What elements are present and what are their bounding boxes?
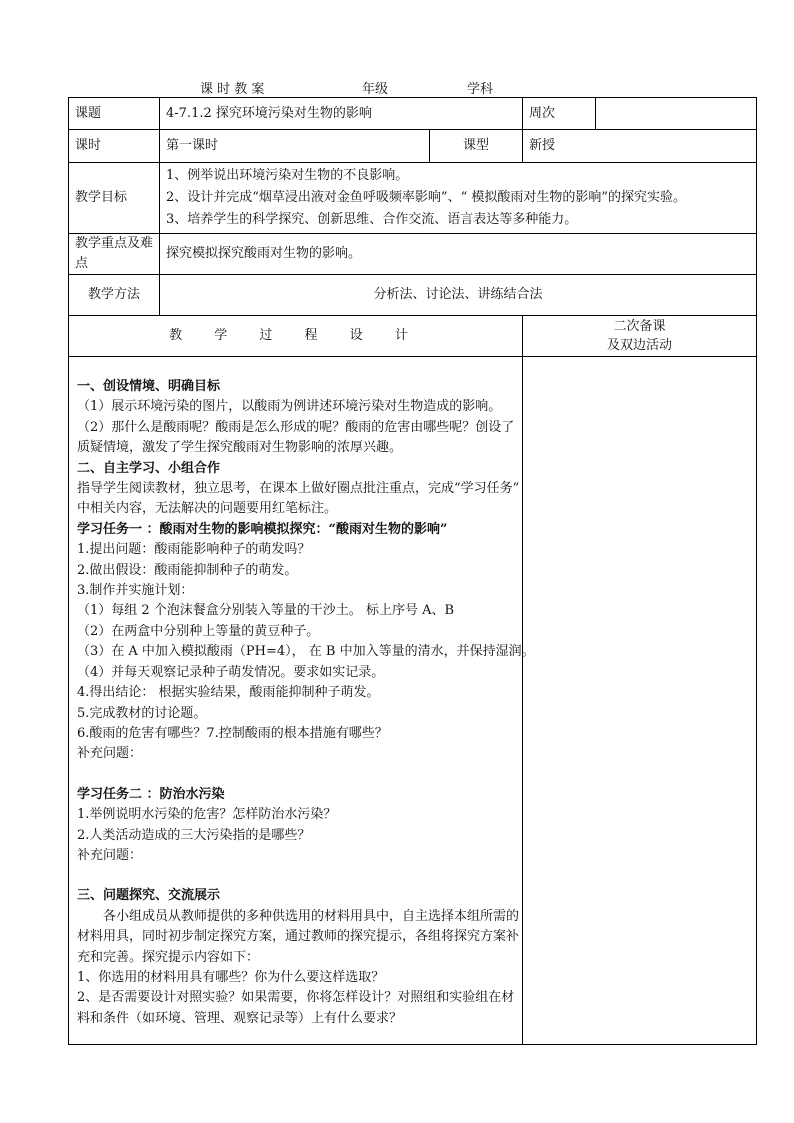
process-content <box>69 357 535 1045</box>
process-line: （3）在 A 中加入模拟酸雨（PH=4）， 在 B 中加入等量的清水，并保持湿润。 <box>77 644 535 660</box>
week-value <box>596 98 757 130</box>
methods-label: 教学方法 <box>69 275 160 316</box>
period-label: 课时 <box>69 130 160 163</box>
row-process-body <box>69 357 757 1045</box>
goals-content <box>160 163 757 234</box>
process-line: 3.制作并实施计划： <box>77 583 194 599</box>
keypoints-label: 教学重点及难点 <box>69 234 160 275</box>
process-line: 指导学生阅读教材，独立思考，在课本上做好圈点批注重点，完成“学习任务” <box>77 481 520 497</box>
process-line: 2.做出假设：酸雨能抑制种子的萌发。 <box>77 562 298 578</box>
topic-label: 课题 <box>69 98 160 130</box>
goal-item: 1、例举说出环境污染对生物的不良影响。 <box>166 168 409 183</box>
process-line: 补充问题： <box>77 746 143 762</box>
process-line: （1）展示环境污染的图片，以酸雨为例讲述环境污染对生物造成的影响。 <box>77 399 502 415</box>
side-notes-cell <box>523 357 757 1045</box>
process-title: 教 学 过 程 设 计 <box>69 316 523 357</box>
row-process-header <box>69 316 757 357</box>
row-methods <box>69 275 757 316</box>
type-value: 新授 <box>523 130 757 163</box>
process-line: 料和条件（如环境、管理、观察记录等）上有什么要求？ <box>77 1010 403 1026</box>
process-line: 各小组成员从教师提供的多种供选用的材料用具中，自主选择本组所需的 <box>77 908 520 924</box>
type-label: 课型 <box>430 130 523 163</box>
header-title: 课 时 教 案 <box>200 82 265 97</box>
side-title-1: 二次备课 <box>613 319 666 334</box>
process-line: 材料用具，同时初步制定探究方案，通过教师的探究提示，各组将探究方案补 <box>77 929 520 945</box>
week-label: 周次 <box>523 98 596 130</box>
lesson-plan-table <box>68 97 757 1045</box>
goal-item: 3、培养学生的科学探究、创新思维、合作交流、语言表达等多种能力。 <box>166 212 578 227</box>
methods-value: 分析法、讨论法、讲练结合法 <box>160 275 757 316</box>
process-line: 5.完成教材的讨论题。 <box>77 705 207 721</box>
topic-value: 4-7.1.2 探究环境污染对生物的影响 <box>160 98 523 130</box>
process-line: 2、是否需要设计对照实验？如果需要，你将怎样设计？对照组和实验组在材 <box>77 990 515 1006</box>
process-line: （4）并每天观察记录种子萌发情况。要求如实记录。 <box>77 664 385 680</box>
process-line: （1）每组 2 个泡沫餐盒分别装入等量的干沙土。 标上序号 A、B <box>77 603 455 619</box>
row-keypoints <box>69 234 757 275</box>
task-heading: 学习任务一 ：酸雨对生物的影响模拟探究：“酸雨对生物的影响” <box>77 521 448 537</box>
row-goals <box>69 163 757 234</box>
grade-label: 年级 <box>362 82 389 97</box>
process-line: 质疑情境，激发了学生探究酸雨对生物影响的浓厚兴趣。 <box>77 440 403 456</box>
row-topic <box>69 98 757 130</box>
goals-label: 教学目标 <box>69 163 160 234</box>
keypoints-value: 探究模拟探究酸雨对生物的影响。 <box>160 234 757 275</box>
document-header <box>0 78 794 96</box>
task-heading: 学习任务二 ：防治水污染 <box>77 786 225 802</box>
section-heading: 三、问题探究、交流展示 <box>77 888 221 904</box>
process-line: 1、你选用的材料用具有哪些？你为什么要这样选取？ <box>77 969 385 985</box>
process-line: （2）在两盒中分别种上等量的黄豆种子。 <box>77 623 320 639</box>
subject-label: 学科 <box>467 82 494 97</box>
process-line: 1.举例说明水污染的危害？怎样防治水污染？ <box>77 807 337 823</box>
process-line: 补充问题： <box>77 847 143 863</box>
section-heading: 二、自主学习、小组合作 <box>77 460 221 476</box>
period-value: 第一课时 <box>160 130 430 163</box>
process-line: 中相关内容，无法解决的问题要用红笔标注。 <box>77 501 338 517</box>
process-line: 1.提出问题：酸雨能影响种子的萌发吗？ <box>77 542 311 558</box>
process-line: 6.酸雨的危害有哪些？7.控制酸雨的根本措施有哪些？ <box>77 725 388 741</box>
process-line: 充和完善。探究提示内容如下： <box>77 949 260 965</box>
section-heading: 一、创设情境、明确目标 <box>77 379 221 394</box>
process-line: 2.人类活动造成的三大污染指的是哪些？ <box>77 827 311 843</box>
side-title-2: 及双边活动 <box>606 338 672 353</box>
row-period <box>69 130 757 163</box>
goal-item: 2、设计并完成“烟草浸出液对金鱼呼吸频率影响”、“ 模拟酸雨对生物的影响”的探究实验。 <box>166 190 686 205</box>
process-line: 4.得出结论： 根据实验结果，酸雨能抑制种子萌发。 <box>77 685 380 701</box>
process-line: （2）那什么是酸雨呢？酸雨是怎么形成的呢？酸雨的危害由哪些呢？创设了 <box>77 419 515 435</box>
side-header <box>523 316 757 357</box>
